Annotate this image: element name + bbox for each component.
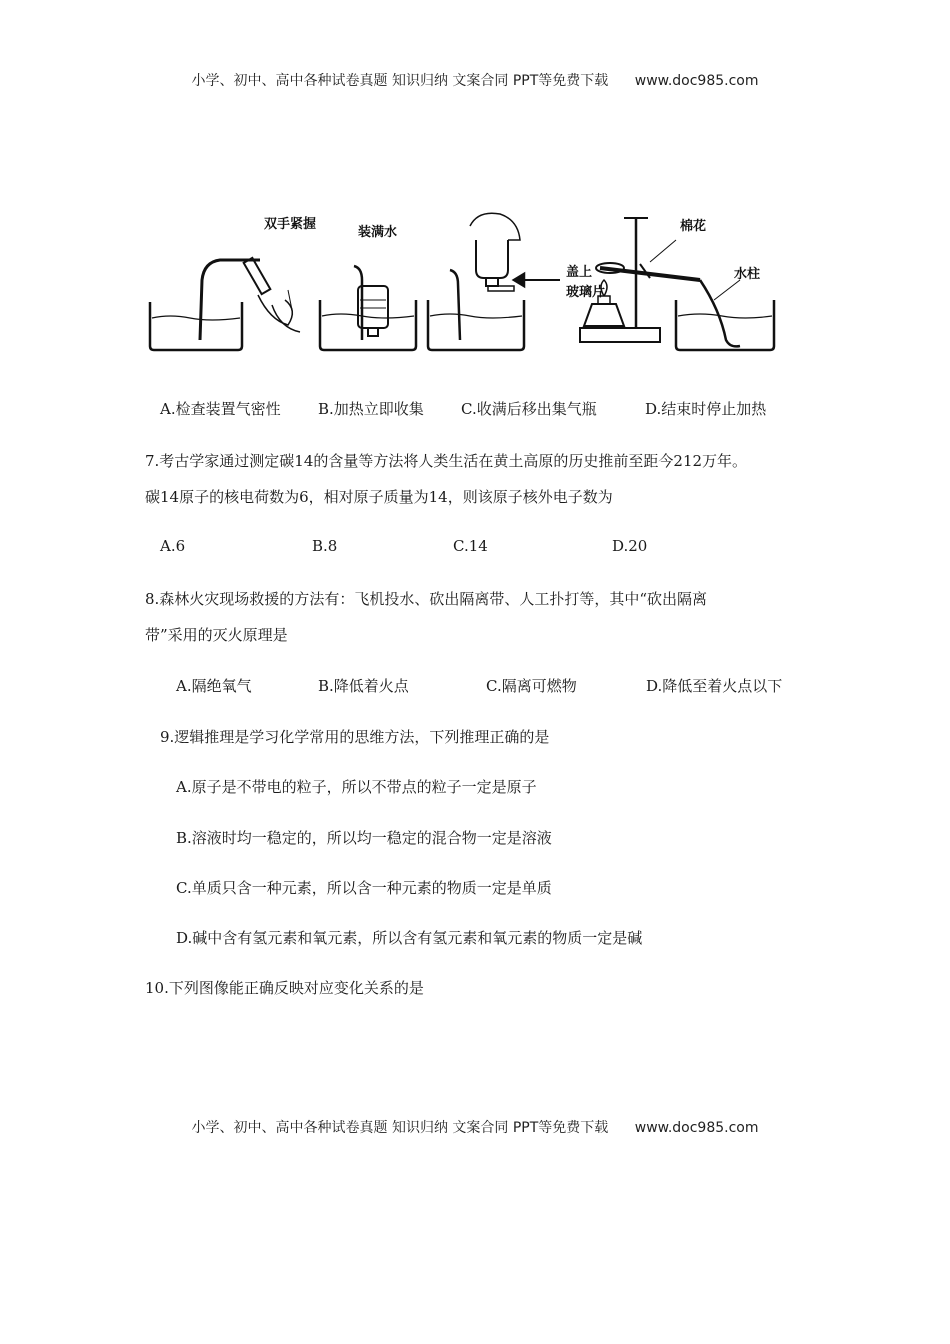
panel-b-collect-gas [320,266,416,350]
q7-option-c: C.14 [453,537,488,555]
page-footer [0,1117,950,1137]
q8-option-d: D.降低至着火点以下 [646,677,783,695]
page-header [0,70,950,90]
q7-option-d: D.20 [612,537,648,555]
q7-stem-line-2: 碳14原子的核电荷数为6，相对原子质量为14，则该原子核外电子数为 [145,488,613,506]
label-cover-1: 盖上 [566,265,593,280]
q6-option-d: D.结束时停止加热 [645,400,767,418]
q7-stem-line-1: 7.考古学家通过测定碳14的含量等方法将人类生活在黄土高原的历史推前至距今212万年。 [145,452,748,470]
q6-option-a: A.检查装置气密性 [160,400,281,418]
q9-option-d: D.碱中含有氢元素和氧元素，所以含有氢元素和氧元素的物质一定是碱 [176,929,643,947]
q8-option-b: B.降低着火点 [318,677,409,695]
label-hands: 双手紧握 [264,217,317,232]
q9-option-b: B.溶液时均一稳定的，所以均一稳定的混合物一定是溶液 [176,829,552,847]
footer-site: www.doc985.com [634,1120,759,1136]
lab-apparatus-figure [140,200,800,360]
q8-stem-line-2: 带”采用的灭火原理是 [145,626,288,644]
q8-stem-line-1: 8.森林火灾现场救援的方法有：飞机投水、砍出隔离带、人工扑打等，其中“砍出隔离 [145,590,707,608]
panel-c-move-bottle [428,213,560,350]
header-text: 小学、初中、高中各种试卷真题 知识归纳 文案合同 PPT等免费下载 [191,73,609,89]
footer-text: 小学、初中、高中各种试卷真题 知识归纳 文案合同 PPT等免费下载 [191,1120,609,1136]
q9-option-c: C.单质只含一种元素，所以含一种元素的物质一定是单质 [176,879,552,897]
q9-stem: 9.逻辑推理是学习化学常用的思维方法，下列推理正确的是 [160,728,550,746]
label-water-column: 水柱 [734,267,761,282]
q6-option-b: B.加热立即收集 [318,400,424,418]
q7-option-a: A.6 [160,537,186,555]
q8-option-c: C.隔离可燃物 [486,677,577,695]
panel-a-airtightness-check [150,258,300,350]
label-cover-2: 玻璃片 [566,285,606,300]
q9-option-a: A.原子是不带电的粒子，所以不带点的粒子一定是原子 [176,778,537,796]
q10-stem: 10.下列图像能正确反映对应变化关系的是 [145,979,424,997]
q7-option-b: B.8 [312,537,338,555]
label-full-water: 装满水 [358,225,398,240]
panel-d-stop-heating [580,218,774,350]
q6-option-c: C.收满后移出集气瓶 [461,400,597,418]
header-site: www.doc985.com [634,73,759,89]
q8-option-a: A.隔绝氧气 [176,677,252,695]
label-cotton: 棉花 [680,219,707,234]
